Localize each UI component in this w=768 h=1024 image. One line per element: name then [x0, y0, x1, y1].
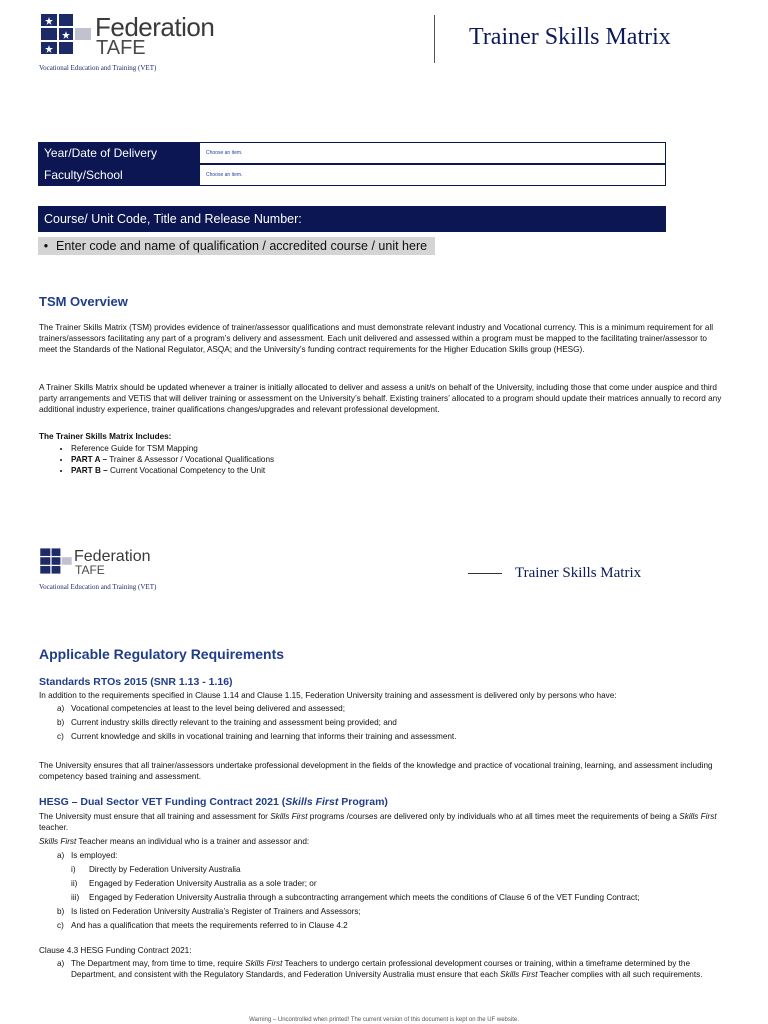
logo-subword: TAFE [75, 563, 105, 577]
course-label: Course/ Unit Code, Title and Release Number: [38, 206, 666, 232]
course-placeholder: Enter code and name of qualification / accredited course / unit here [56, 239, 428, 253]
clause-list [39, 958, 729, 980]
snr-heading: Standards RTOs 2015 (SNR 1.13 - 1.16) [39, 676, 233, 688]
clause-heading: Clause 4.3 HESG Funding Contract 2021: [39, 946, 192, 955]
snr-intro: In addition to the requirements specified in Clause 1.14 and Clause 1.15, Federation University training and assessment is delivered only by persons who have: [39, 691, 617, 700]
snr-list [39, 703, 719, 743]
hesg-list [39, 849, 729, 863]
logo-wordmark: Federation [74, 548, 151, 565]
logo-wordmark: Federation [95, 12, 215, 42]
regulatory-heading: Applicable Regulatory Requirements [39, 646, 285, 662]
list-item: a) Vocational competencies at least to the level being delivered and assessed; [57, 704, 346, 713]
includes-list [39, 443, 639, 476]
vet-subtitle: Vocational Education and Training (VET) [39, 64, 157, 72]
header-logo [39, 12, 239, 62]
year-select[interactable]: Choose an item. [199, 142, 666, 164]
footer-warning: Warning – Uncontrolled when printed! The current version of this document is kept on the UF website. [249, 1017, 519, 1023]
faculty-label: Faculty/School [38, 164, 199, 186]
hesg-para-1: The University must ensure that all training and assessment for Skills First programs /courses are delivered only by individuals who at all times meet the requirements of being a Skills First teacher. [39, 812, 717, 832]
list-item: b) Current industry skills directly relevant to the training and assessment being provided; and [57, 718, 397, 727]
federation-flag-icon [39, 12, 93, 56]
list-item: a) Is employed: [57, 851, 118, 860]
document-title: Trainer Skills Matrix [469, 24, 671, 50]
list-item: iii) Engaged by Federation University Australia through a subcontracting arrangement which meets the conditions of Clause 6 of the VET Funding Contract; [71, 893, 640, 902]
list-item: ii) Engaged by Federation University Australia as a sole trader; or [71, 879, 317, 888]
list-item: • Reference Guide for TSM Mapping [71, 443, 639, 454]
course-entry[interactable] [38, 237, 435, 255]
includes-heading: The Trainer Skills Matrix Includes: [39, 432, 172, 441]
faculty-select[interactable]: Choose an item. [199, 164, 666, 186]
overview-para-2: A Trainer Skills Matrix should be updated whenever a trainer is initially allocated to deliver and assess a unit/s on behalf of the University, including those that come under auspice and third party arrangements and VETiS that will deliver training or assessment on the University’s behalf. Existing trainers’ allocated to a program should update their matrices annually to record any additional industry experience, trainer qualifications changes/upgrades and relevant professional development. [39, 383, 722, 414]
header-divider [434, 15, 435, 63]
hesg-para-2: Skills First Teacher means an individual who is a trainer and assessor and: [39, 837, 310, 846]
list-item: i) Directly by Federation University Australia [71, 865, 241, 874]
snr-para: The University ensures that all trainer/assessors undertake professional development in the fields of the knowledge and practice of vocational training, learning, and assessment including competency based training and assessment. [39, 761, 713, 781]
vet-subtitle: Vocational Education and Training (VET) [39, 583, 157, 591]
federation-flag-icon [39, 547, 73, 575]
year-label: Year/Date of Delivery [38, 142, 199, 164]
hesg-heading: HESG – Dual Sector VET Funding Contract 2021 (Skills First Program) [39, 796, 388, 808]
header-logo-2 [39, 547, 169, 579]
overview-para-1: The Trainer Skills Matrix (TSM) provides evidence of trainer/assessor qualifications and must demonstrate relevant industry and Vocational currency. This is a minimum requirement for all trainers/assessors facilitating any part of a program’s delivery and assessment. Each unit delivered and assessed within a program must be mapped to the facilitating trainer/assessor to meet the Standards of the National Regulator, ASQA; and the University’s funding contract requirements for the Higher Education Skills group (HESG). [39, 323, 714, 354]
overview-heading: TSM Overview [39, 294, 128, 309]
hesg-sublist [39, 863, 729, 905]
hesg-list-cont [39, 905, 729, 933]
document-title: Trainer Skills Matrix [515, 565, 642, 581]
list-item: a) The Department may, from time to time, require Skills First Teachers to undergo certain professional development courses or training, within a timeframe determined by the Department, and consistent with the Regulatory Standards, and Federation University Australia must ensure that each Skills First Teacher complies with all such requirements. [57, 959, 703, 979]
list-item: • PART B – Current Vocational Competency to the Unit [71, 465, 639, 476]
list-item: c) Current knowledge and skills in vocational training and learning that informs their training and assessment. [57, 732, 457, 741]
list-item: • PART A – Trainer & Assessor / Vocational Qualifications [71, 454, 639, 465]
bullet-marker: • [43, 239, 49, 253]
title-rule [468, 573, 502, 574]
logo-subword: TAFE [96, 37, 146, 59]
list-item: c) And has a qualification that meets the requirements referred to in Clause 4.2 [57, 921, 348, 930]
list-item: b) Is listed on Federation University Australia’s Register of Trainers and Assessors; [57, 907, 361, 916]
